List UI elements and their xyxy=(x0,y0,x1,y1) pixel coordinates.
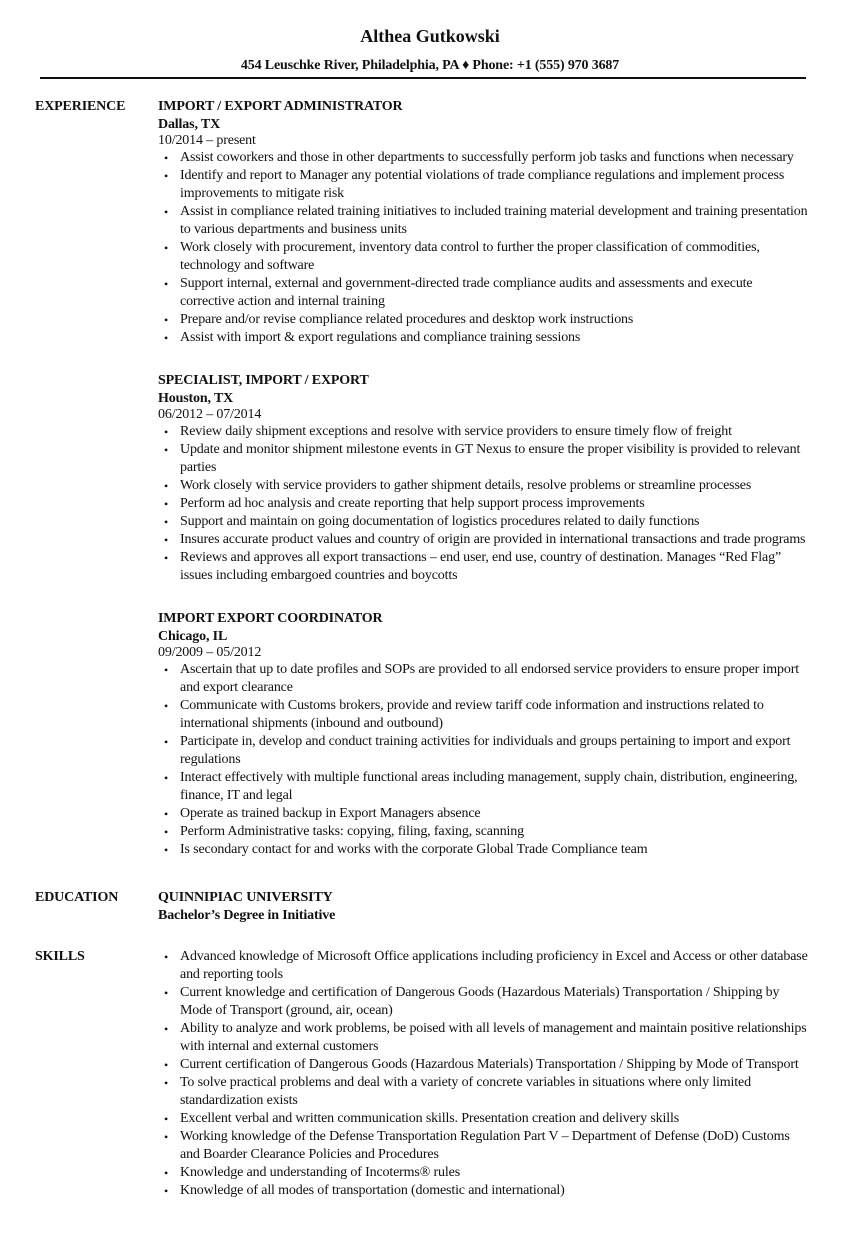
skill-item: • To solve practical problems and deal with a variety of concrete variables in situations where only limited standardization exists xyxy=(158,1074,810,1110)
bullet-item: • Work closely with service providers to gather shipment details, resolve problems or streamline processes xyxy=(158,477,810,495)
job-location: Dallas, TX xyxy=(158,117,221,132)
header-divider xyxy=(40,77,806,79)
skill-item: • Working knowledge of the Defense Transportation Regulation Part V – Department of Defense (DoD) Customs and Boarder Clearance Policies and Procedures xyxy=(158,1128,810,1164)
bullet-item: • Perform ad hoc analysis and create reporting that help support process improvements xyxy=(158,495,810,513)
section-label-skills: SKILLS xyxy=(35,949,85,964)
bullet-item: • Participate in, develop and conduct training activities for individuals and groups pertaining to import and export regulations xyxy=(158,733,810,769)
section-label-experience: EXPERIENCE xyxy=(35,99,126,114)
skill-item: • Knowledge and understanding of Incoterms® rules xyxy=(158,1164,810,1182)
education-section xyxy=(0,889,860,924)
job-location: Chicago, IL xyxy=(158,629,228,644)
bullet-item: • Support and maintain on going documentation of logistics procedures related to daily functions xyxy=(158,513,810,531)
skill-item: • Advanced knowledge of Microsoft Office applications including proficiency in Excel and Access or other database and reporting tools xyxy=(158,948,810,984)
bullet-item: • Reviews and approves all export transactions – end user, end use, country of destination. Manages “Red Flag” issues including embargoed countries and boycotts xyxy=(158,549,810,585)
job-dates: 10/2014 – present xyxy=(158,133,256,148)
bullet-item: • Assist coworkers and those in other departments to successfully perform job tasks and functions when necessary xyxy=(158,149,810,167)
job-title: IMPORT EXPORT COORDINATOR xyxy=(158,611,383,626)
job-entry xyxy=(158,372,818,585)
job-dates: 09/2009 – 05/2012 xyxy=(158,645,262,660)
job-bullets xyxy=(158,423,818,585)
bullet-item: • Support internal, external and government-directed trade compliance audits and assessments and execute corrective action and internal training xyxy=(158,275,810,311)
skills-section xyxy=(0,948,860,1200)
bullet-item: • Assist in compliance related training initiatives to included training material development and training presentation to various departments and business units xyxy=(158,203,810,239)
job-entry xyxy=(158,610,818,859)
skill-item: • Excellent verbal and written communication skills. Presentation creation and delivery skills xyxy=(158,1110,810,1128)
skill-item: • Ability to analyze and work problems, be poised with all levels of management and maintain positive relationships with internal and external customers xyxy=(158,1020,810,1056)
job-entry xyxy=(158,98,818,347)
bullet-item: • Identify and report to Manager any potential violations of trade compliance regulations and implement process improvements to mitigate risk xyxy=(158,167,810,203)
bullet-item: • Operate as trained backup in Export Managers absence xyxy=(158,805,810,823)
bullet-item: • Work closely with procurement, inventory data control to further the proper classification of commodities, technology and software xyxy=(158,239,810,275)
bullet-item: • Prepare and/or revise compliance related procedures and desktop work instructions xyxy=(158,311,810,329)
skills-list xyxy=(158,948,818,1200)
bullet-item: • Assist with import & export regulations and compliance training sessions xyxy=(158,329,810,347)
bullet-item: • Interact effectively with multiple functional areas including management, supply chain, distribution, engineering, finance, IT and legal xyxy=(158,769,810,805)
experience-section xyxy=(0,98,860,859)
bullet-item: • Insures accurate product values and country of origin are provided in international transactions and trade programs xyxy=(158,531,810,549)
job-title: IMPORT / EXPORT ADMINISTRATOR xyxy=(158,99,403,114)
section-label-education: EDUCATION xyxy=(35,890,119,905)
degree: Bachelor’s Degree in Initiative xyxy=(158,908,336,923)
candidate-name: Althea Gutkowski xyxy=(360,26,500,46)
jobs-list xyxy=(158,98,818,859)
bullet-item: • Communicate with Customs brokers, provide and review tariff code information and instructions related to international shipments (inbound and outbound) xyxy=(158,697,810,733)
bullet-item: • Review daily shipment exceptions and resolve with service providers to ensure timely flow of freight xyxy=(158,423,810,441)
job-dates: 06/2012 – 07/2014 xyxy=(158,407,262,422)
bullet-item: • Perform Administrative tasks: copying, filing, faxing, scanning xyxy=(158,823,810,841)
bullet-item: • Is secondary contact for and works with the corporate Global Trade Compliance team xyxy=(158,841,810,859)
skill-item: • Current certification of Dangerous Goods (Hazardous Materials) Transportation / Shipping by Mode of Transport xyxy=(158,1056,810,1074)
job-title: SPECIALIST, IMPORT / EXPORT xyxy=(158,373,369,388)
resume-body xyxy=(0,98,860,1220)
school-name: QUINNIPIAC UNIVERSITY xyxy=(158,890,333,905)
job-bullets xyxy=(158,149,818,347)
bullet-item: • Ascertain that up to date profiles and SOPs are provided to all endorsed service providers to ensure proper import and export clearance xyxy=(158,661,810,697)
skill-item: • Knowledge of all modes of transportation (domestic and international) xyxy=(158,1182,810,1200)
contact-line: 454 Leuschke River, Philadelphia, PA ♦ Phone: +1 (555) 970 3687 xyxy=(240,58,620,73)
bullet-item: • Update and monitor shipment milestone events in GT Nexus to ensure the proper visibility is provided to relevant parties xyxy=(158,441,810,477)
job-bullets xyxy=(158,661,818,859)
job-location: Houston, TX xyxy=(158,391,234,406)
skill-item: • Current knowledge and certification of Dangerous Goods (Hazardous Materials) Transportation / Shipping by Mode of Transport (ground, air, ocean) xyxy=(158,984,810,1020)
